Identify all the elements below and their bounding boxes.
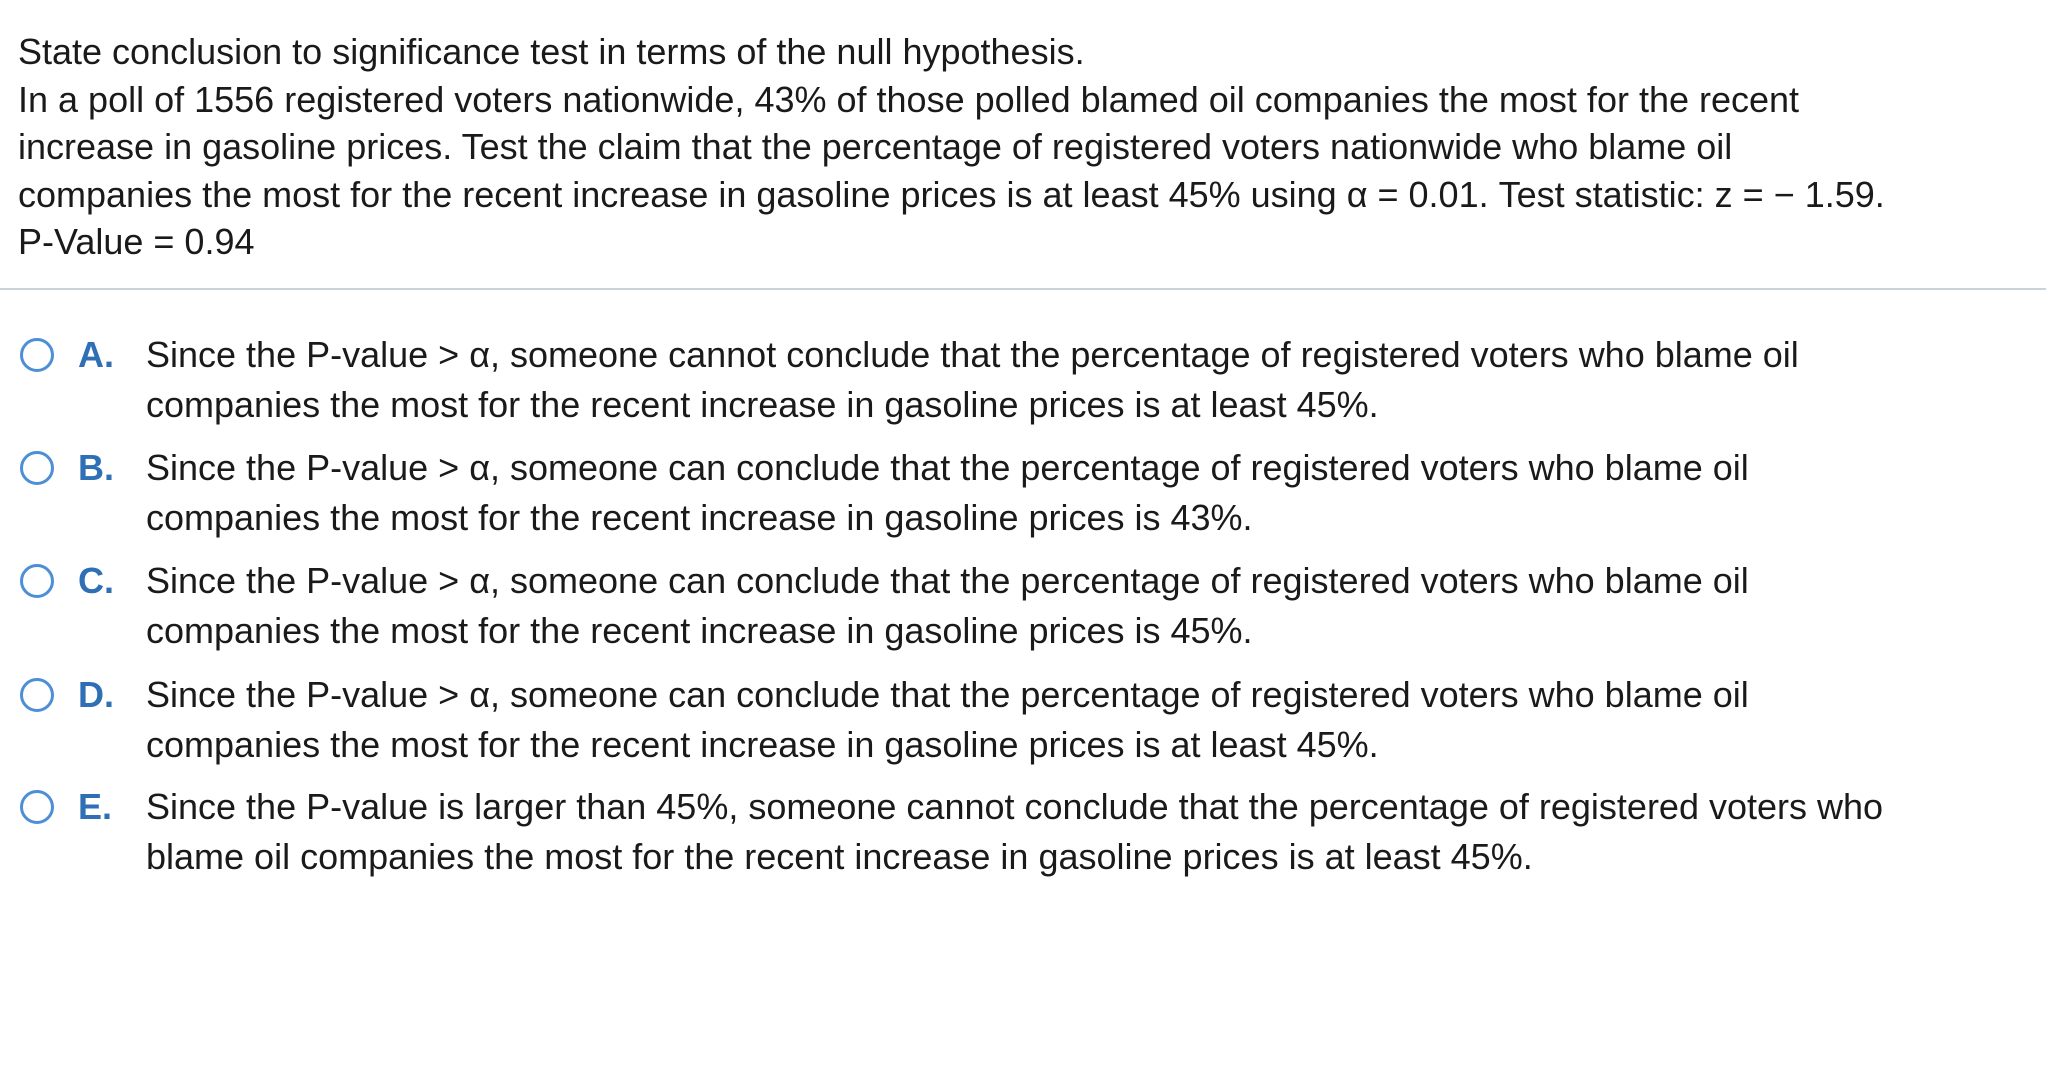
radio-button-icon[interactable] (20, 564, 54, 598)
question-text (18, 28, 2028, 266)
choice-letter: C. (78, 560, 114, 601)
radio-button-icon[interactable] (20, 790, 54, 824)
question-instruction: State conclusion to significance test in terms of the null hypothesis. (18, 31, 1085, 72)
question-p-value: P-Value = 0.94 (18, 221, 255, 262)
choice-d[interactable] (0, 670, 2046, 770)
choice-text-line: companies the most for the recent increase in gasoline prices is at least 45%. (146, 384, 1379, 425)
choice-a[interactable] (0, 330, 2046, 430)
choice-text (146, 670, 2026, 770)
choice-text (146, 556, 2026, 656)
question-line: increase in gasoline prices. Test the claim that the percentage of registered voters nationwide who blame oil (18, 126, 1733, 167)
choice-text-line: Since the P-value is larger than 45%, someone cannot conclude that the percentage of registered voters who (146, 786, 1884, 827)
choice-text-line: Since the P-value > α, someone can conclude that the percentage of registered voters who blame oil (146, 447, 1749, 488)
choice-text-line: companies the most for the recent increase in gasoline prices is 45%. (146, 610, 1253, 651)
question-line: companies the most for the recent increase in gasoline prices is at least 45% using α = 0.01. Test statistic: z = − 1.59. (18, 173, 1885, 215)
choice-text (146, 330, 2026, 430)
choice-letter: E. (78, 786, 113, 827)
choice-text-line: Since the P-value > α, someone cannot conclude that the percentage of registered voters who blame oil (146, 334, 1799, 375)
choice-b[interactable] (0, 443, 2046, 543)
divider (0, 288, 2046, 290)
radio-button-icon[interactable] (20, 678, 54, 712)
choice-text-line: companies the most for the recent increase in gasoline prices is 43%. (146, 497, 1253, 538)
choice-letter: B. (78, 447, 114, 488)
choice-letter: D. (78, 674, 114, 715)
choice-text (146, 443, 2026, 543)
choice-text-line: Since the P-value > α, someone can conclude that the percentage of registered voters who blame oil (146, 674, 1749, 715)
choice-text-line: Since the P-value > α, someone can conclude that the percentage of registered voters who blame oil (146, 560, 1749, 601)
choice-e[interactable] (0, 782, 2046, 882)
choice-text-line: blame oil companies the most for the recent increase in gasoline prices is at least 45%. (146, 836, 1533, 877)
choice-c[interactable] (0, 556, 2046, 656)
question-line: In a poll of 1556 registered voters nationwide, 43% of those polled blamed oil companies the most for the recent (18, 78, 1800, 120)
choice-text (146, 782, 2026, 882)
choice-text-line: companies the most for the recent increase in gasoline prices is at least 45%. (146, 724, 1379, 765)
choice-letter: A. (78, 334, 114, 375)
radio-button-icon[interactable] (20, 338, 54, 372)
radio-button-icon[interactable] (20, 451, 54, 485)
